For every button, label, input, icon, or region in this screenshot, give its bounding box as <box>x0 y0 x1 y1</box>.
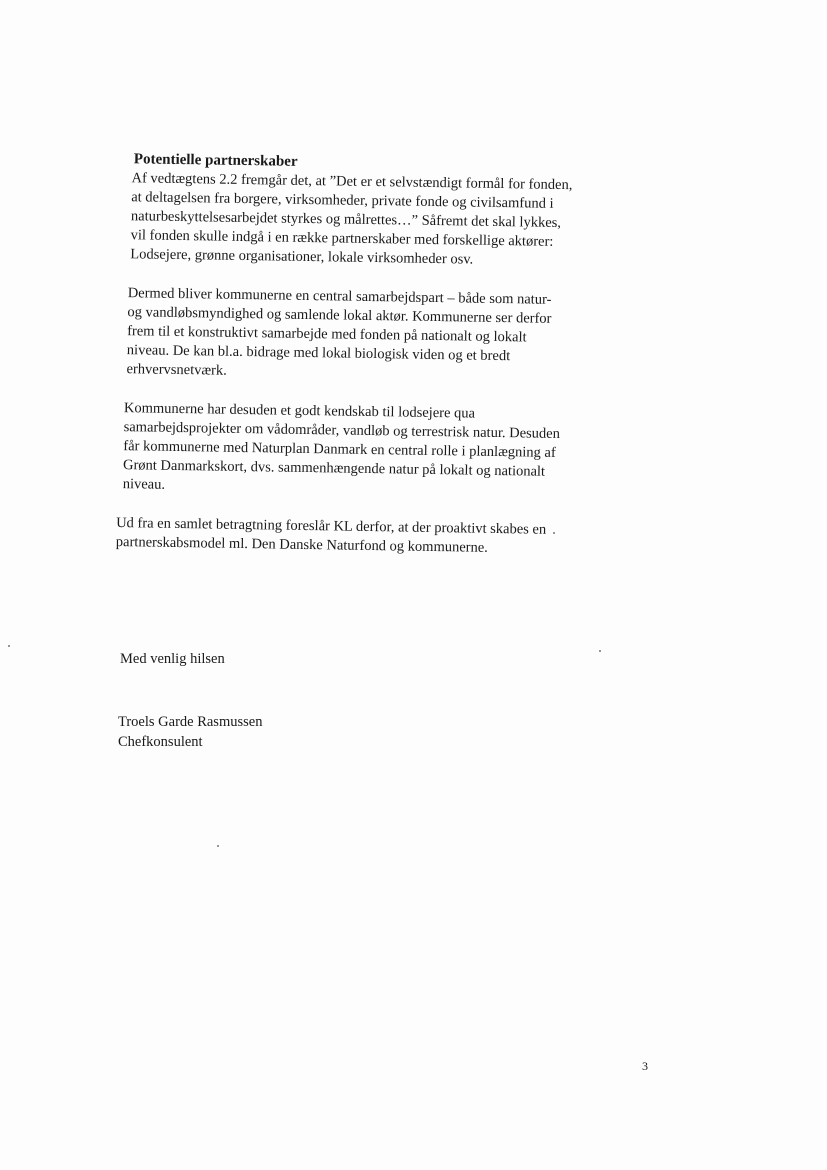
paragraph-2 <box>126 284 607 387</box>
letter-body <box>112 150 618 560</box>
signature-block <box>118 712 262 752</box>
closing-salutation: Med venlig hilsen <box>120 651 225 667</box>
signature-name: Troels Garde Rasmussen <box>118 714 263 730</box>
paragraph-line: samarbejdsprojekter om vådområder, vandløb og terrestrisk natur. Desuden <box>123 419 561 442</box>
paragraph-line: niveau. <box>122 476 166 493</box>
paragraph-line: Af vedtægtens 2.2 fremgår det, at ”Det er et selvstændigt formål for fonden, <box>131 170 573 194</box>
paragraph-line: Dermed bliver kommunerne en central samarbejdspart – både som natur- <box>127 285 552 308</box>
paragraph-line: Lodsejere, grønne organisationer, lokale virksomheder osv. <box>130 246 474 268</box>
paragraph-line: at deltagelsen fra borgere, virksomheder, private fonde og civilsamfund i <box>131 189 554 212</box>
section-heading: Potentielle partnerskaber <box>133 151 298 170</box>
scan-speck <box>553 532 555 534</box>
paragraph-1 <box>130 169 611 272</box>
scan-speck <box>217 845 219 847</box>
paragraph-line: Kommunerne har desuden et godt kendskab til lodsejere qua <box>123 400 476 422</box>
scan-speck <box>8 645 10 647</box>
paragraph-line: Ud fra en samlet betragtning foreslår KL derfor, at der proaktivt skabes en <box>116 515 547 538</box>
page-number: 3 <box>642 1059 648 1073</box>
paragraph-line: frem til et konstruktivt samarbejde med fonden på nationalt og lokalt <box>127 323 527 346</box>
paragraph-line: erhvervsnetværk. <box>126 361 227 379</box>
paragraph-line: naturbeskyttelsesarbejdet styrkes og målrettes…” Såfremt det skal lykkes, <box>130 208 562 231</box>
signature-title: Chefkonsulent <box>118 734 203 750</box>
paragraph-line: vil fonden skulle indgå i en række partnerskaber med forskellige aktører: <box>130 227 554 250</box>
paragraph-line: Grønt Danmarkskort, dvs. sammenhængende natur på lokalt og nationalt <box>122 457 546 480</box>
paragraph-3 <box>123 399 604 502</box>
paragraph-line: partnerskabsmodel ml. Den Danske Naturfond og kommunerne. <box>115 534 489 556</box>
paragraph-line: får kommunerne med Naturplan Danmark en central rolle i planlægning af <box>123 438 556 461</box>
paragraph-4 <box>116 514 597 560</box>
paragraph-line: niveau. De kan bl.a. bidrage med lokal biologisk viden og et bredt <box>126 342 511 365</box>
scan-speck <box>599 650 601 652</box>
paragraph-line: og vandløbsmyndighed og samlende lokal aktør. Kommunerne ser derfor <box>127 304 552 327</box>
